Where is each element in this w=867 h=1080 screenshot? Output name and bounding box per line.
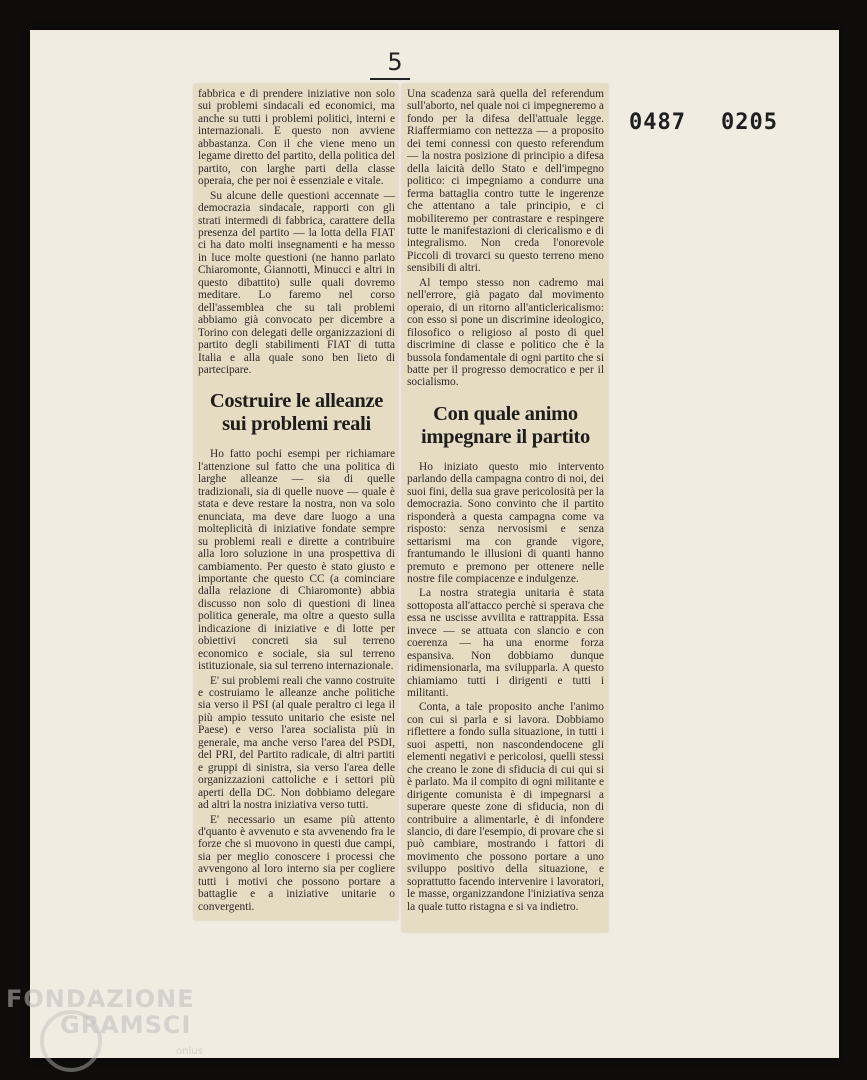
left-section-heading: Costruire le alleanze sui problemi reali bbox=[209, 390, 384, 436]
right-body-paragraph-3: Conta, a tale proposito anche l'animo con cui si parla e si lavora. Dobbiamo riflettere a fondo sulla situazione, in tutti i suoi aspetti, non nascondendocene gli elementi negativi e pericolosi, quelli stessi che creano le zone di sfiducia di cui qui si è parlato. Ma il compito di ogni militante e dirigente comunista è di impegnarsi a superare queste zone di sfiducia, non di contribuire a alimentarle, è di infondere slancio, di dare l'esempio, di provare che si può cambiare, mostrando i fattori di movimento che possono portare a uno sviluppo positivo della situazione, e soprattutto facendo intervenire i lavoratori, le masse, organizzandone l'iniziativa senza la quale tutto ristagna e si va indietro. bbox=[407, 701, 604, 913]
right-intro-paragraph-2: Al tempo stesso non cadremo mai nell'errore, già pagato dal movimento operaio, di un ritorno all'anticlericalismo: con esso si pone un discrimine ideologico, filosofico o religioso al posto di quel discrimine di classe e politico che è la bussola fondamentale di ogni partito che si batte per il progresso democratico e per il socialismo. bbox=[407, 276, 604, 389]
page-number-underline bbox=[370, 78, 410, 80]
watermark-line-2: GRAMSCI bbox=[60, 1011, 192, 1039]
watermark-onlus: onlus bbox=[176, 1046, 203, 1057]
archive-code-second: 0205 bbox=[721, 110, 778, 135]
left-intro-paragraph-1: fabbrica e di prendere iniziative non solo sui problemi sindacali ed economici, ma anche su tutti i problemi politici, interni e internazionali. E questo non avviene abbastanza. Con il che viene meno un legame diretto del partito, della politica del partito, con larghe parti della classe operaia, che per noi è essenziale e vitale. bbox=[198, 88, 395, 188]
right-body-paragraph-2: La nostra strategia unitaria è stata sottoposta all'attacco perchè si sperava che essa ne uscisse avvilita e rattrappita. Essa invece — se attuata con slancio e con coerenza — ha una enorme forza espansiva. Non dobbiamo dunque ridimensionarla, ma svilupparla. A questo chiamiamo tutti i dirigenti e tutti i militanti. bbox=[407, 587, 604, 700]
watermark-line-1: FONDAZIONE bbox=[6, 985, 195, 1013]
right-body-paragraph-1: Ho iniziato questo mio intervento parlando della campagna contro di noi, dei suoi fini, della sua grave pericolosità per la democrazia. Sono convinto che il partito risponderà a questa campagna come va risposto: senza nervosismi e senza settarismi ma con grande vigore, frantumando le illusioni di quanti hanno premuto e premono per ottenere nelle nostre file compiacenze e indulgenze. bbox=[407, 460, 604, 585]
archive-code-first: 0487 bbox=[629, 110, 686, 135]
handwritten-page-number: 5 bbox=[387, 48, 403, 76]
left-intro-paragraph-2: Su alcune delle questioni accennate — democrazia sindacale, rapporti con gli strati intermedi di fabbrica, carattere della presenza del partito — la lotta della FIAT ci ha dato molti insegnamenti e ha messo in luce molte questioni (ne hanno parlato Chiaromonte, Giannotti, Minucci e altri in questo dibattito) sulle quali dovremo meditare. Lo faremo nel corso dell'assemblea che su tali problemi abbiamo già convocato per dicembre a Torino con delegati delle organizzazioni di partito degli stabilimenti FIAT di tutta Italia e alla quale sono ben lieto di partecipare. bbox=[198, 189, 395, 376]
newspaper-clipping-right bbox=[402, 84, 608, 932]
newspaper-clipping-left bbox=[194, 84, 398, 920]
right-section-heading: Con quale animo impegnare il partito bbox=[421, 402, 590, 448]
left-body-paragraph-2: E' sui problemi reali che vanno costruite e costruiamo le alleanze anche politiche sia verso il PSI (al quale peraltro ci lega il più ampio tessuto unitario che esiste nel Paese) e verso l'area socialista più in generale, ma anche verso l'area del PSDI, del PRI, del Partito radicale, di altri partiti e gruppi di sinistra, sia verso l'area delle organizzazioni cattoliche e i settori più aperti della DC. Non dobbiamo delegare ad altri la nostra iniziativa verso tutti. bbox=[198, 674, 395, 812]
watermark bbox=[6, 986, 195, 1038]
left-body-paragraph-3: E' necessario un esame più attento d'quanto è avvenuto e sta avvenendo fra le forze che si muovono in questi due campi, sia per meglio conoscere i processi che avvengono al loro interno sia per cogliere tutti i motivi che possono portare a battaglie e a iniziative unitarie o convergenti. bbox=[198, 813, 395, 913]
right-intro-paragraph-1: Una scadenza sarà quella del referendum sull'aborto, nel quale noi ci impegneremo a fondo per la difesa dell'attuale legge. Riaffermiamo con nettezza — a proposito dei temi connessi con questo referendum — la nostra posizione di principio a difesa della laicità dello Stato e dell'impegno politico: ci impegniamo a condurre una ferma battaglia contro tutte le ingerenze che attentano a tale principio, e ci mobiliteremo per contrastare e respingere tutte le manifestazioni di clericalismo e di integralismo. Non creda l'onorevole Piccoli di trovarci su questo terreno meno sensibili di altri. bbox=[407, 88, 604, 275]
left-body-paragraph-1: Ho fatto pochi esempi per richiamare l'attenzione sul fatto che una politica di larghe alleanze — sia di quelle tradizionali, sia di quelle nuove — quale è stata e deve restare la nostra, non va solo enunciata, ma deve dare luogo a una molteplicità di iniziative fondate sempre su problemi reali e dirette a contribuire alla loro soluzione in una prospettiva di cambiamento. Per questo è stato giusto e importante che questo CC (a cominciare dalla relazione di Chiaromonte) abbia discusso non solo di questioni di linea politica generale, ma oltre a questo sulla indicazione di iniziative e di lotte per obiettivi concreti sia sul terreno economico e sociale, sia sul terreno istituzionale, sia sul terreno internazionale. bbox=[198, 448, 395, 673]
